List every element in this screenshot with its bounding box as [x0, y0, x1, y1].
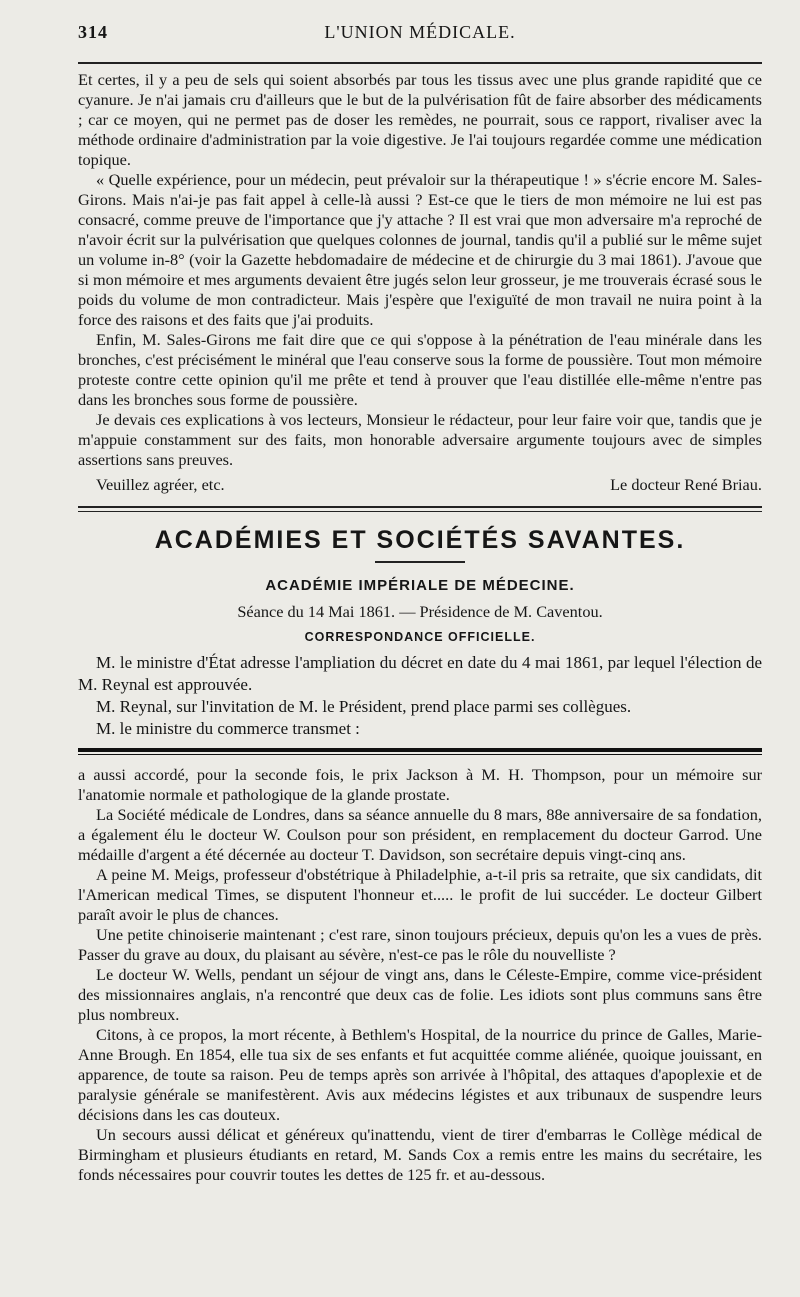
- section-paragraph: M. Reynal, sur l'invitation de M. le Président, prend place parmi ses collègues.: [96, 697, 632, 716]
- news-paragraph: Citons, à ce propos, la mort récente, à Bethlem's Hospital, de la nourrice du prince de Galles, Marie-Anne Brough. En 1854, elle tua six de ses enfants et fut acquittée comme aliénée, quoique jouissant, en apparence, de toute sa raison. Peu de temps après son arrivée à l'hôpital, des attaques d'apoplexie et de paralysie générale se manifestèrent. Avis aux médecins légistes et aux tribunaux de suspendre leurs décisions dans les cas douteux.: [78, 1025, 762, 1124]
- correspondance-title: CORRESPONDANCE OFFICIELLE.: [304, 630, 536, 644]
- feuilleton-divider: [78, 748, 762, 755]
- academy-title: ACADÉMIE IMPÉRIALE DE MÉDECINE.: [265, 577, 575, 594]
- section-title: ACADÉMIES ET SOCIÉTÉS SAVANTES.: [154, 526, 686, 554]
- section-paragraph: M. le ministre du commerce transmet :: [96, 719, 360, 738]
- news-paragraph: A peine M. Meigs, professeur d'obstétrique à Philadelphie, a-t-il pris sa retraite, que six candidats, dit l'American medical Times, se disputent l'honneur et..... le profit de lui succéder. Le docteur Gilbert paraît avoir le plus de chances.: [78, 865, 762, 924]
- letter-body: [78, 70, 762, 496]
- news-paragraph: Le docteur W. Wells, pendant un séjour de vingt ans, dans le Céleste-Empire, comme vice-président des missionnaires anglais, n'a rencontré que deux cas de folie. Les idiots sont plus communs sans être plus nombreux.: [78, 965, 762, 1024]
- journal-page: [0, 22, 800, 1297]
- section-paragraph: M. le ministre d'État adresse l'ampliation du décret en date du 4 mai 1861, par lequel l'élection de M. Reynal est approuvée.: [78, 653, 762, 694]
- letter-paragraph: « Quelle expérience, pour un médecin, peut prévaloir sur la thérapeutique ! » s'écrie encore M. Sales-Girons. Mais n'ai-je pas fait appel à celle-là aussi ? Est-ce que le tiers de mon mémoire ne lui est pas consacré, comme preuve de l'importance que j'y attache ? Il est vrai que mon adversaire m'a reproché de n'avoir écrit sur la pulvérisation que quelques colonnes de journal, tandis qu'il a publié sur le même sujet un volume in-8° (voir la Gazette hebdomadaire de médecine et de chirurgie du 3 mai 1861). J'avoue que si mon mémoire et mes arguments devaient être jugés selon leur grosseur, je me trouverais écrasé sous le poids du volume de mon contradicteur. Mais j'espère que l'exiguïté de mon travail ne nuira point à la force des raisons et des faits que j'ai produits.: [78, 170, 762, 329]
- news-column: [78, 765, 762, 1185]
- letter-paragraph: Enfin, M. Sales-Girons me fait dire que ce qui s'oppose à la pénétration de l'eau minérale dans les bronches, c'est précisément le minéral que l'eau conserve sous la forme de poussière. Tout mon mémoire proteste contre cette opinion qu'il me prête et tend à prouver que l'eau distillée elle-même n'entre pas dans les bronches sous forme de poussière.: [78, 330, 762, 409]
- page-number: 314: [78, 22, 108, 42]
- running-head: [78, 22, 762, 52]
- letter-closing: Veuillez agréer, etc.: [96, 475, 225, 494]
- session-line: Séance du 14 Mai 1861. — Présidence de M. Caventou.: [237, 602, 603, 621]
- news-paragraph: Un secours aussi délicat et généreux qu'inattendu, vient de tirer d'embarras le Collège médical de Birmingham et plusieurs étudiants en retard, M. Sands Cox a remis entre les mains du secrétaire, les fonds nécessaires pour couvrir toutes les dettes de 125 fr. et au-dessous.: [78, 1125, 762, 1184]
- news-paragraph: Une petite chinoiserie maintenant ; c'est rare, sinon toujours précieux, depuis qu'on les a vues de près. Passer du grave au doux, du plaisant au sévère, n'est-ce pas le rôle du nouvelliste ?: [78, 925, 762, 964]
- letter-paragraph: Je devais ces explications à vos lecteurs, Monsieur le rédacteur, pour leur faire voir que, tandis que je m'appuie constamment sur des faits, mon honorable adversaire argumente toujours avec de simples assertions sans preuves.: [78, 410, 762, 469]
- letter-signature: Le docteur René Briau.: [610, 475, 762, 494]
- section-divider: [78, 506, 762, 512]
- news-paragraph: a aussi accordé, pour la seconde fois, le prix Jackson à M. H. Thompson, pour un mémoire sur l'anatomie normale et pathologique de la glande prostate.: [78, 765, 762, 804]
- journal-title: L'UNION MÉDICALE.: [324, 22, 516, 42]
- title-underline: [375, 561, 465, 563]
- letter-signoff: [78, 474, 762, 496]
- header-rule: [78, 62, 762, 64]
- news-paragraph: La Société médicale de Londres, dans sa séance annuelle du 8 mars, 88e anniversaire de sa fondation, a également élu le docteur W. Coulson pour son président, en remplacement du docteur Garrod. Une médaille d'argent a été décernée au docteur T. Davidson, son secrétaire depuis vingt-cinq ans.: [78, 805, 762, 864]
- letter-paragraph: Et certes, il y a peu de sels qui soient absorbés par tous les tissus avec une plus grande rapidité que ce cyanure. Je n'ai jamais cru d'ailleurs que le but de la pulvérisation fût de faire absorber des médicaments ; car ce moyen, qui ne permet pas de doser les remèdes, ne pourrait, sous ce rapport, rivaliser avec la méthode ordinaire d'administration par la voie digestive. Je l'ai toujours regardée comme une médication topique.: [78, 70, 762, 169]
